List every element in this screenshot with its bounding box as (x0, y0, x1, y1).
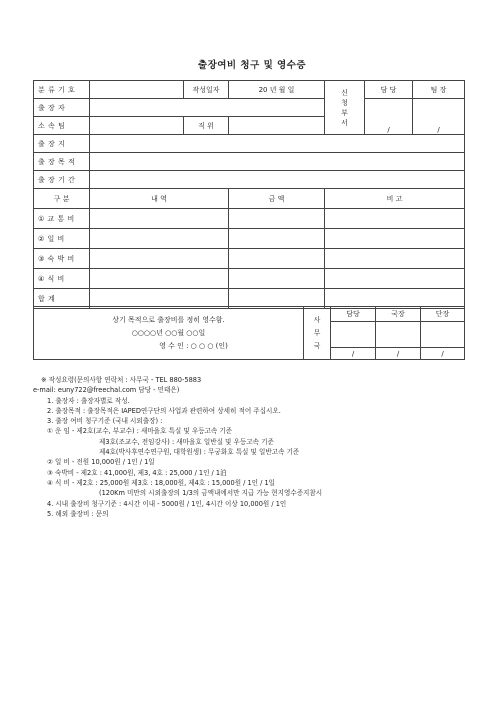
sign-charge-date[interactable]: / (331, 348, 376, 360)
position-field[interactable] (229, 117, 325, 135)
expense-header-category: 구 분 (34, 189, 90, 209)
note-line: 5. 해외 출장비 : 문의 (47, 509, 109, 518)
receipt-line-1: 상기 목적으로 출장비를 정히 영수함. (112, 315, 225, 324)
table-row (34, 209, 465, 229)
expense-remarks-field[interactable] (325, 249, 465, 269)
expense-detail-field[interactable] (90, 269, 229, 289)
expense-row-label: ④ 식 비 (34, 269, 90, 289)
total-label: 합 계 (34, 289, 90, 309)
position-label: 직 위 (184, 117, 229, 135)
expense-amount-field[interactable] (229, 269, 325, 289)
class-code-label: 분 류 기 호 (34, 81, 90, 99)
receipt-line-3: 영 수 인 : ○ ○ ○ (인) (159, 341, 228, 350)
sign-head-field[interactable] (421, 322, 465, 348)
expense-remarks-field[interactable] (325, 269, 465, 289)
expense-header-amount: 금 액 (229, 189, 325, 209)
note-line: ③ 숙박비 - 제2호 : 41,000원, 제3, 4호 : 25,000 / 1인 / 1泊 (47, 468, 227, 477)
destination-field[interactable] (90, 135, 465, 153)
sign-head-date[interactable]: / (421, 348, 465, 360)
period-label: 출 장 기 간 (34, 171, 90, 189)
note-line: 1. 출장자 : 출장자별로 작성. (47, 396, 130, 405)
expense-row-label: ① 교 통 비 (34, 209, 90, 229)
note-line: 제4호(박사후연수연구원, 대학원생) : 무궁화호 특실 및 일반고속 기준 (99, 448, 300, 457)
department-label: 소 속 팀 (34, 117, 90, 135)
table-row (34, 269, 465, 289)
sign-director-date[interactable]: / (376, 348, 421, 360)
sign-header-director: 국장 (376, 307, 421, 322)
period-field[interactable] (90, 171, 465, 189)
note-line: 3. 출장 여비 청구기준 (국내 시외출장) : (47, 417, 163, 426)
receipt-statement (34, 307, 304, 360)
table-row (34, 249, 465, 269)
expense-remarks-field[interactable] (325, 229, 465, 249)
expense-row-label: ② 일 비 (34, 229, 90, 249)
sign-director-field[interactable] (376, 322, 421, 348)
note-line: e-mail: euny722@freechal.com 담당 - 민태은) (33, 386, 180, 395)
written-date-field[interactable]: 20 년 월 일 (229, 81, 325, 99)
purpose-label: 출 장 목 적 (34, 153, 90, 171)
expense-amount-field[interactable] (229, 229, 325, 249)
expense-amount-field[interactable] (229, 249, 325, 269)
note-line: ② 일 비 - 전원 10,000원 / 1인 / 1일 (47, 458, 155, 467)
sign-header-charge: 담당 (331, 307, 376, 322)
table-row (34, 229, 465, 249)
receipt-table (33, 306, 465, 360)
note-line: ④ 식 비 - 제2호 : 25,000원 제3호 : 18,000원, 제4호 : 15,000원 / 1인 / 1일 (47, 478, 276, 487)
written-date-label: 작성일자 (184, 81, 229, 99)
applicant-dept-label: 신 청 부 서 (325, 81, 365, 135)
in-charge-sign[interactable]: / (365, 99, 413, 135)
note-line: 2. 출장목적 : 출장목적은 IAPED연구단의 사업과 관련하여 상세히 적어 주십시오. (47, 406, 281, 415)
office-label: 사 무 국 (304, 307, 331, 360)
expense-detail-field[interactable] (90, 249, 229, 269)
writing-guide (33, 375, 473, 519)
class-code-field[interactable] (90, 81, 184, 99)
expense-row-label: ③ 숙 박 비 (34, 249, 90, 269)
expense-header-detail: 내 역 (90, 189, 229, 209)
note-line: ① 운 임 - 제2호(교수, 부교수) : 새마을호 특실 및 우등고속 기준 (47, 427, 233, 436)
in-charge-label: 담 당 (365, 81, 413, 99)
travel-info-table (33, 80, 465, 189)
expense-detail-field[interactable] (90, 209, 229, 229)
note-line: 4. 시내 출장비 청구기준 : 4시간 이내 - 5000원 / 1인, 4시간 이상 10,000원 / 1인 (47, 499, 287, 508)
receipt-line-2: ○○○○년 ○○월 ○○일 (131, 328, 206, 337)
expense-table (33, 188, 465, 309)
team-leader-label: 팀 장 (413, 81, 465, 99)
page-title: 출장여비 청구 및 영수증 (197, 60, 307, 71)
expense-amount-field[interactable] (229, 209, 325, 229)
department-field[interactable] (90, 117, 184, 135)
expense-remarks-field[interactable] (325, 209, 465, 229)
sign-charge-field[interactable] (331, 322, 376, 348)
expense-detail-field[interactable] (90, 229, 229, 249)
note-line: 제3호(조교수, 전임강사) : 새마을호 일반실 및 우등고속 기준 (99, 437, 274, 446)
note-line: ※ 작성요령(문의사항 연락처 : 사무국 - TEL 880-5883 (41, 376, 202, 384)
sign-header-head: 단장 (421, 307, 465, 322)
traveler-field[interactable] (90, 99, 325, 117)
destination-label: 출 장 지 (34, 135, 90, 153)
traveler-label: 출 장 자 (34, 99, 90, 117)
note-line: (120Km 미만의 시외출장의 1/3의 금액내에서만 지급 가능 현지영수증지참시 (99, 489, 323, 498)
expense-header-remarks: 비 고 (325, 189, 465, 209)
team-leader-sign[interactable]: / (413, 99, 465, 135)
purpose-field[interactable] (90, 153, 465, 171)
